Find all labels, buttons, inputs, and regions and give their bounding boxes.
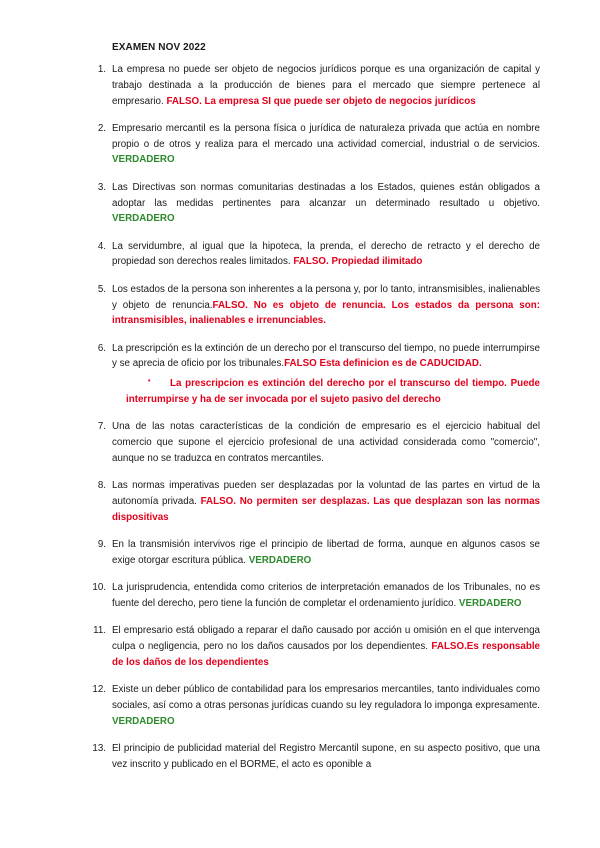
answer-true: VERDADERO xyxy=(458,598,522,610)
answer-false: FALSO.Es responsable de los daños de los dependientes xyxy=(112,641,540,668)
question-text: Las normas imperativas pueden ser desplazadas por la voluntad de las partes en virtud de la autonomía privada. xyxy=(112,480,540,508)
question-number: 8. xyxy=(97,480,106,492)
question-number: 10. xyxy=(92,582,106,594)
question-text: El empresario está obligado a reparar el daño causado por acción u omisión en el que intervenga culpa o negligencia, pero no los daños causados por los dependientes. xyxy=(112,625,540,653)
question-item xyxy=(92,682,540,729)
question-text: Existe un deber público de contabilidad para los empresarios mercantiles, tanto individuales como sociales, así como a otras personas jurídicas cuando su ley reguladora lo imponga expresamente. xyxy=(112,684,540,711)
question-item xyxy=(97,478,541,525)
answer-false: FALSO. No es objeto de renuncia. Los estados da persona son: intransmisibles, inalienables e irrenunciables. xyxy=(112,299,540,327)
question-text: En la transmisión intervivos rige el principio de libertad de forma, aunque en algunos casos se exige otorgar escritura pública. xyxy=(112,539,540,566)
answer-true: VERDADERO xyxy=(112,213,175,225)
question-item xyxy=(92,741,540,773)
question-number: 5. xyxy=(97,283,106,295)
question-text: La jurisprudencia, entendida como criterios de interpretación emanados de los Tribunales, no es fuente del derecho, pero tiene la función de completar el ordenamiento jurídico. xyxy=(112,582,540,610)
bullet-icon: • xyxy=(148,378,151,386)
answer-false: FALSO. No permiten ser desplazas. Las que desplazan son las normas dispositivas xyxy=(112,496,541,523)
question-item xyxy=(97,282,540,329)
answer-true: VERDADERO xyxy=(112,715,175,727)
answer-true: VERDADERO xyxy=(112,154,175,166)
explanation-text: La prescripcion es extinción del derecho por el transcurso del tiempo. Puede interrumpirse y ha de ser invocada por el sujeto pasivo del derecho xyxy=(126,378,540,406)
question-item xyxy=(97,180,540,227)
question-text: El principio de publicidad material del Registro Mercantil supone, en su aspecto positivo, que una vez inscrito y publicado en el BORME, el acto es oponible a xyxy=(112,743,540,770)
question-number: 2. xyxy=(97,122,106,134)
question-text: La empresa no puede ser objeto de negocios jurídicos porque es una organización de capital y trabajo destinada a la producción de bienes para el mercado que siempre pertenece al empresario. xyxy=(112,64,540,107)
question-item xyxy=(97,62,540,109)
question-number: 11. xyxy=(93,625,106,637)
answer-false: FALSO. Propiedad ilimitado xyxy=(293,256,423,268)
question-item xyxy=(97,419,540,466)
question-number: 4. xyxy=(97,240,106,252)
question-item xyxy=(97,239,540,271)
document-title: EXAMEN NOV 2022 xyxy=(112,42,206,53)
question-number: 12. xyxy=(92,684,106,696)
question-text: La servidumbre, al igual que la hipoteca, la prenda, el derecho de retracto y el derecho de propiedad son derechos reales limitados. xyxy=(112,240,540,268)
question-number: 1. xyxy=(97,64,106,75)
question-text: Una de las notas características de la condición de empresario es el ejercicio habitual del comercio que supone el ejercicio profesional de una actividad considerada como "comercio", aunque no se traduzca en contratos mercantiles. xyxy=(112,421,540,464)
question-text: Los estados de la persona son inherentes a la persona y, por lo tanto, intransmisibles, inalienables y objeto de renuncia. xyxy=(112,283,540,311)
question-number: 3. xyxy=(97,181,106,193)
question-item xyxy=(97,121,540,168)
question-text: Las Directivas son normas comunitarias destinadas a los Estados, quienes están obligados a adoptar las medidas pertinentes para alcanzar un determinado resultado u objetivo. xyxy=(112,181,540,209)
question-number: 9. xyxy=(97,539,106,551)
answer-explanation xyxy=(112,376,540,408)
question-item xyxy=(97,537,540,569)
question-item xyxy=(92,580,540,612)
question-item xyxy=(93,623,540,670)
question-number: 13. xyxy=(92,743,106,755)
question-text: Empresario mercantil es la persona física o jurídica de naturaleza privada que actúa en nombre propio o de otros y realiza para el mercado una actividad comercial, industrial o de servicios. xyxy=(112,122,540,150)
question-item xyxy=(97,341,540,408)
answer-false: FALSO. La empresa SI que puede ser objeto de negocios jurídicos xyxy=(166,95,476,107)
question-number: 7. xyxy=(97,421,106,433)
question-list xyxy=(92,62,541,773)
answer-true: VERDADERO xyxy=(248,554,312,566)
answer-false: FALSO Esta definicion es de CADUCIDAD. xyxy=(284,358,482,370)
question-number: 6. xyxy=(97,342,106,354)
question-text: La prescripción es la extinción de un derecho por el transcurso del tiempo, no puede interrumpirse y se aprecia de oficio por los tribunales. xyxy=(112,342,540,370)
